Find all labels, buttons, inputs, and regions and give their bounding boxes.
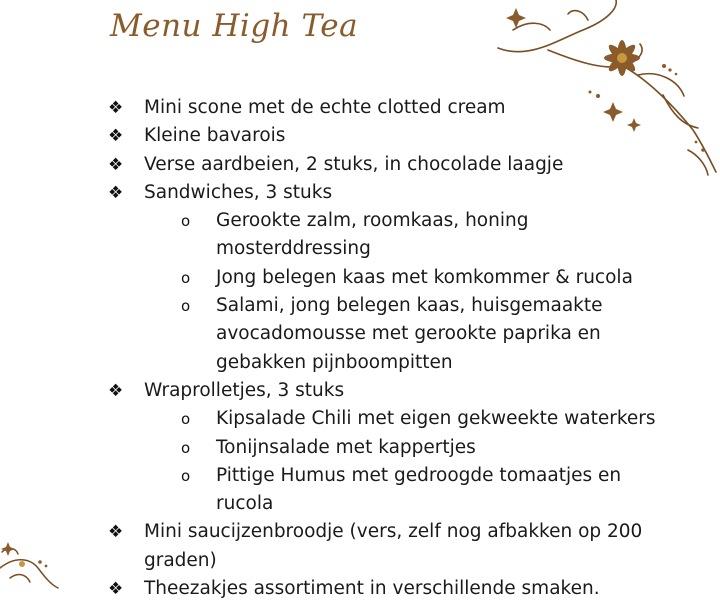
circle-bullet-icon: o	[181, 212, 191, 231]
floral-ornament-bottom-left	[0, 538, 70, 589]
menu-item	[0, 122, 720, 150]
menu-subitem	[0, 462, 720, 519]
diamond-bullet-icon: ❖	[108, 579, 124, 600]
circle-bullet-icon: o	[181, 297, 191, 316]
menu-item-text: Mini scone met de echte clotted cream	[144, 97, 506, 118]
diamond-bullet-icon: ❖	[108, 98, 124, 118]
menu-subitem-text: Salami, jong belegen kaas, huisgemaakte avocadomousse met gerookte paprika en gebakken pijnboompitten	[216, 295, 603, 373]
menu-subitem-text: Pittige Humus met gedroogde tomaatjes en rucola	[216, 464, 622, 515]
diamond-bullet-icon: ❖	[108, 522, 124, 543]
menu-list	[0, 94, 720, 603]
menu-subitem-text: Jong belegen kaas met komkommer & rucola	[216, 266, 633, 288]
diamond-bullet-icon: ❖	[108, 154, 124, 175]
menu-subitem-text: Gerookte zalm, roomkaas, honing mosterddressing	[216, 210, 529, 260]
circle-bullet-icon: o	[181, 466, 191, 485]
circle-bullet-icon: o	[181, 410, 191, 429]
circle-bullet-icon: o	[181, 438, 191, 457]
circle-bullet-icon: o	[181, 268, 191, 287]
menu-subitem	[0, 405, 720, 433]
menu-item-text: Mini saucijzenbroodje (vers, zelf nog afbakken op 200 graden)	[144, 521, 643, 571]
diamond-bullet-icon: ❖	[108, 380, 124, 401]
menu-subitem	[0, 207, 720, 264]
menu-item-text: Wraprolletjes, 3 stuks	[144, 379, 345, 401]
menu-item-text: Verse aardbeien, 2 stuks, in chocolade laagje	[144, 153, 564, 175]
menu-item-text: Kleine bavarois	[144, 125, 286, 147]
menu-item	[0, 151, 720, 179]
menu-item	[0, 377, 720, 405]
menu-subitem	[0, 292, 720, 377]
menu-item-text: Theezakjes assortiment in verschillende smaken.	[144, 578, 600, 600]
menu-subitem-text: Tonijnsalade met kappertjes	[216, 436, 476, 458]
menu-item	[0, 575, 720, 603]
menu-item	[0, 179, 720, 207]
menu-item-text: Sandwiches, 3 stuks	[144, 181, 333, 203]
diamond-bullet-icon: ❖	[108, 126, 124, 147]
diamond-bullet-icon: ❖	[108, 182, 124, 203]
menu-subitem	[0, 434, 720, 462]
menu-item	[0, 94, 720, 122]
menu-subitem-text: Kipsalade Chili met eigen gekweekte waterkers	[216, 408, 656, 430]
menu-item	[0, 518, 720, 575]
page-title: Menu High Tea	[110, 8, 359, 44]
menu-subitem	[0, 264, 720, 292]
